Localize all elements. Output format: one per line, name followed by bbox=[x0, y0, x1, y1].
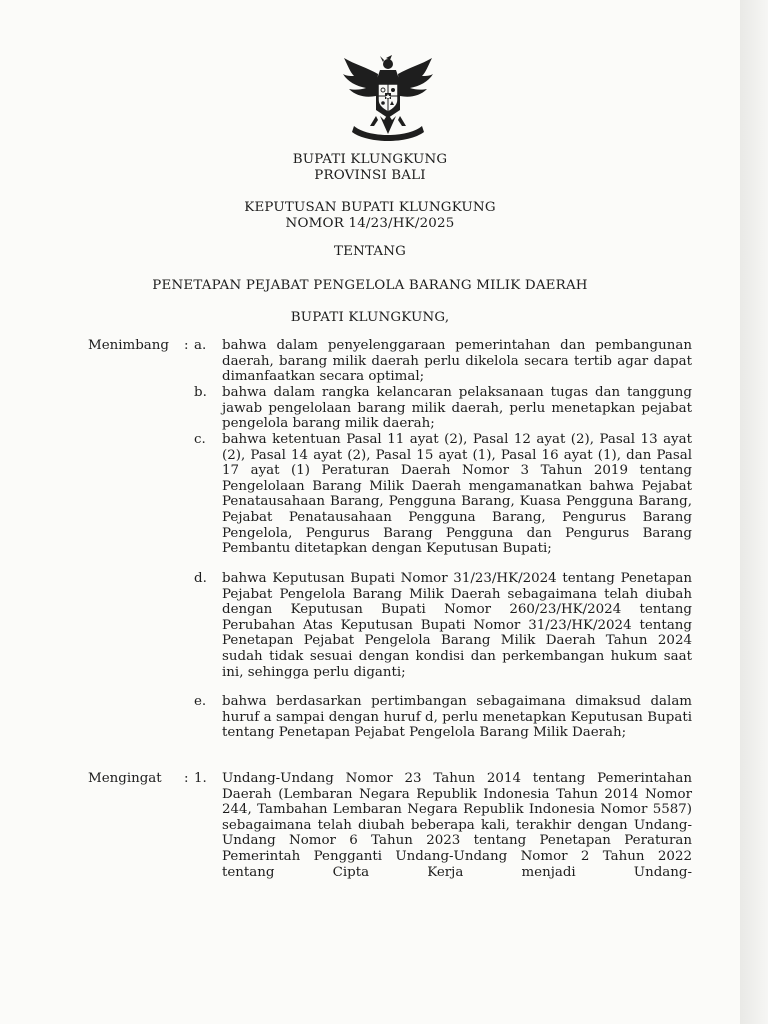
list-item: bahwa berdasarkan pertimbangan sebagaimana dimaksud dalam huruf a sampai dengan huruf d, perlu menetapkan Keputusan Bupati tentang Penetapan Pejabat Pengelola Barang Milik Daerah; bbox=[222, 694, 692, 741]
issuer-province: PROVINSI BALI bbox=[314, 168, 426, 183]
item-marker: c. bbox=[194, 432, 206, 447]
decree-title: KEPUTUSAN BUPATI KLUNGKUNG bbox=[244, 200, 496, 215]
section-label-menimbang: Menimbang bbox=[88, 338, 169, 353]
decree-number: NOMOR 14/23/HK/2025 bbox=[285, 216, 455, 231]
item-marker: 1. bbox=[194, 771, 207, 786]
list-item: bahwa Keputusan Bupati Nomor 31/23/HK/2024 tentang Penetapan Pejabat Pengelola Barang Milik Daerah sebagaimana telah diubah dengan Keputusan Bupati Nomor 260/23/HK/2024 tentang Perubahan Atas Keputusan Bupati Nomor 31/23/HK/2024 tentang Penetapan Pejabat Pengelola Barang Milik Daerah Tahun 2024 sudah tidak sesuai dengan kondisi dan perkembangan hukum saat ini, sehingga perlu diganti; bbox=[222, 571, 692, 680]
list-item: bahwa dalam penyelenggaraan pemerintahan dan pembangunan daerah, barang milik daerah perlu dikelola secara tertib agar dapat dimanfaatkan secara optimal; bbox=[222, 338, 692, 385]
section-colon: : bbox=[184, 771, 189, 786]
list-item: bahwa dalam rangka kelancaran pelaksanaan tugas dan tanggung jawab pengelolaan barang milik daerah, perlu menetapkan pejabat pengelola barang milik daerah; bbox=[222, 385, 692, 432]
decree-subject: PENETAPAN PEJABAT PENGELOLA BARANG MILIK DAERAH bbox=[152, 278, 588, 293]
issuer-title: BUPATI KLUNGKUNG bbox=[292, 152, 448, 167]
garuda-emblem-icon bbox=[340, 54, 436, 146]
list-item: bahwa ketentuan Pasal 11 ayat (2), Pasal 12 ayat (2), Pasal 13 ayat (2), Pasal 14 ayat (2), Pasal 15 ayat (1), Pasal 16 ayat (1), dan Pasal 17 ayat (1) Peraturan Daerah Nomor 3 Tahun 2019 tentang Pengelolaan Barang Milik Daerah mengamanatkan bahwa Pejabat Penatausahaan Barang, Pengguna Barang, Kuasa Pengguna Barang, Pejabat Penatausahaan Pengguna Barang, Pengurus Barang Pengelola, Pengurus Barang Pengguna dan Pengurus Barang Pembantu ditetapkan dengan Keputusan Bupati; bbox=[222, 432, 692, 557]
item-marker: a. bbox=[194, 338, 207, 353]
item-marker: d. bbox=[194, 571, 207, 586]
item-marker: b. bbox=[194, 385, 207, 400]
item-marker: e. bbox=[194, 694, 207, 709]
section-colon: : bbox=[184, 338, 189, 353]
decree-official: BUPATI KLUNGKUNG, bbox=[290, 310, 450, 325]
list-item: Undang-Undang Nomor 23 Tahun 2014 tentang Pemerintahan Daerah (Lembaran Negara Republik Indonesia Tahun 2014 Nomor 244, Tambahan Lembaran Negara Republik Indonesia Nomor 5587) sebagaimana telah diubah beberapa kali, terakhir dengan Undang-Undang Nomor 6 Tahun 2023 tentang Penetapan Peraturan Pemerintah Pengganti Undang-Undang Nomor 2 Tahun 2022 tentang Cipta Kerja menjadi Undang- bbox=[222, 771, 692, 880]
page-edge bbox=[740, 0, 768, 1024]
decree-about: TENTANG bbox=[333, 244, 407, 259]
section-label-mengingat: Mengingat bbox=[88, 771, 162, 786]
